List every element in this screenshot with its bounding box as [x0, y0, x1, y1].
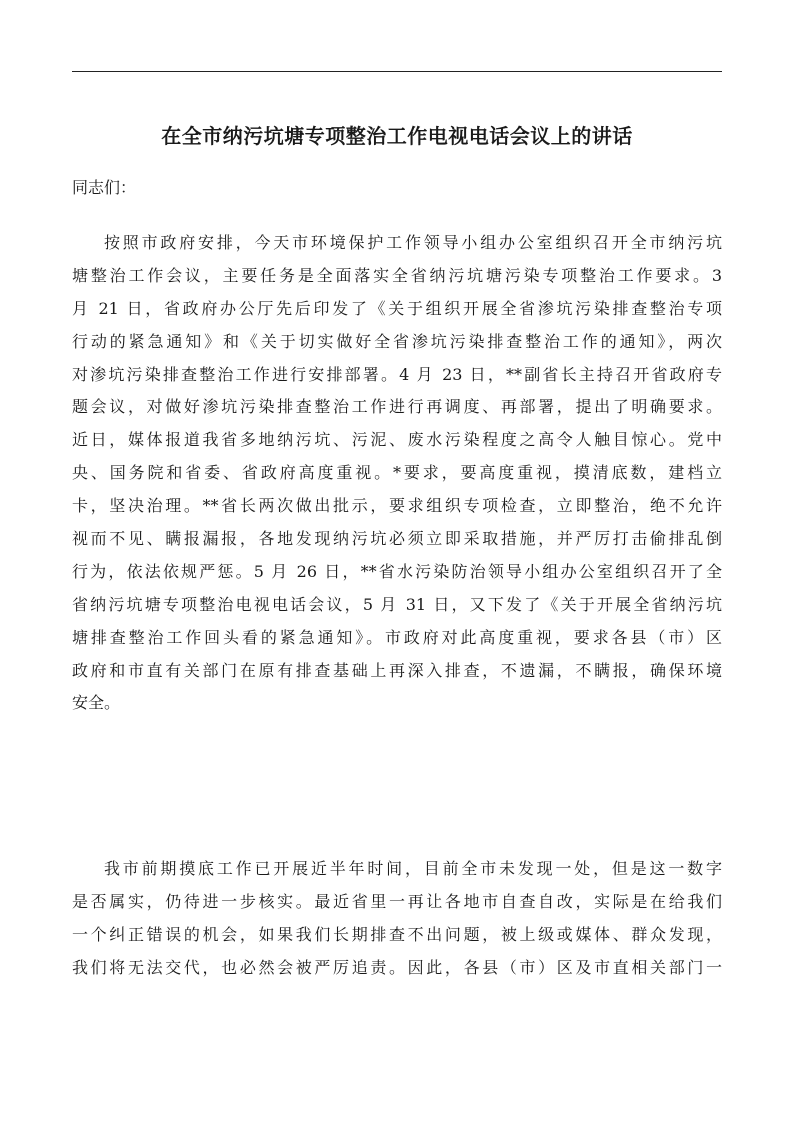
paragraph-line: 对渗坑污染排查整治工作进行安排部署。4 月 23 日，**副省长主持召开省政府专 — [72, 364, 722, 384]
paragraph-line: 一个纠正错误的机会，如果我们长期排查不出问题，被上级或媒体、群众发现， — [72, 924, 722, 944]
paragraph-line: 我们将无法交代，也必然会被严厉追责。因此，各县（市）区及市直相关部门一 — [72, 957, 722, 977]
paragraph-1 — [72, 231, 722, 724]
paragraph-line: 卡，坚决治理。**省长两次做出批示，要求组织专项检查，立即整治，绝不允许 — [72, 496, 722, 516]
document-title: 在全市纳污坑塘专项整治工作电视电话会议上的讲话 — [161, 124, 633, 148]
paragraph-line: 题会议，对做好渗坑污染排查整治工作进行再调度、再部署，提出了明确要求。 — [72, 397, 722, 417]
salutation: 同志们： — [72, 178, 137, 197]
paragraph-line: 是否属实，仍待进一步核实。最近省里一再让各地市自查自改，实际是在给我们 — [72, 891, 722, 911]
paragraph-line: 视而不见、瞒报漏报，各地发现纳污坑必须立即采取措施，并严厉打击偷排乱倒 — [72, 529, 722, 549]
paragraph-line: 塘排查整治工作回头看的紧急通知》。市政府对此高度重视，要求各县（市）区 — [72, 627, 722, 647]
paragraph-2 — [72, 857, 722, 989]
paragraph-line: 央、国务院和省委、省政府高度重视。*要求，要高度重视，摸清底数，建档立 — [72, 463, 722, 483]
paragraph-line: 近日，媒体报道我省多地纳污坑、污泥、废水污染程度之高令人触目惊心。党中 — [72, 430, 722, 450]
paragraph-line: 行动的紧急通知》和《关于切实做好全省渗坑污染排查整治工作的通知》，两次 — [72, 331, 722, 351]
paragraph-line: 月 21 日，省政府办公厅先后印发了《关于组织开展全省渗坑污染排查整治专项 — [72, 298, 722, 318]
paragraph-line: 按照市政府安排，今天市环境保护工作领导小组办公室组织召开全市纳污坑 — [104, 233, 722, 252]
header-rule — [72, 71, 722, 72]
paragraph-line: 塘整治工作会议，主要任务是全面落实全省纳污坑塘污染专项整治工作要求。3 — [72, 265, 722, 285]
paragraph-line: 政府和市直有关部门在原有排查基础上再深入排查，不遗漏，不瞒报，确保环境 — [72, 660, 722, 680]
paragraph-line: 我市前期摸底工作已开展近半年时间，目前全市未发现一处，但是这一数字 — [104, 859, 722, 878]
paragraph-line: 省纳污坑塘专项整治电视电话会议，5 月 31 日，又下发了《关于开展全省纳污坑 — [72, 594, 722, 614]
paragraph-line: 行为，依法依规严惩。5 月 26 日，**省水污染防治领导小组办公室组织召开了全 — [72, 561, 722, 581]
paragraph-line: 安全。 — [72, 693, 121, 713]
